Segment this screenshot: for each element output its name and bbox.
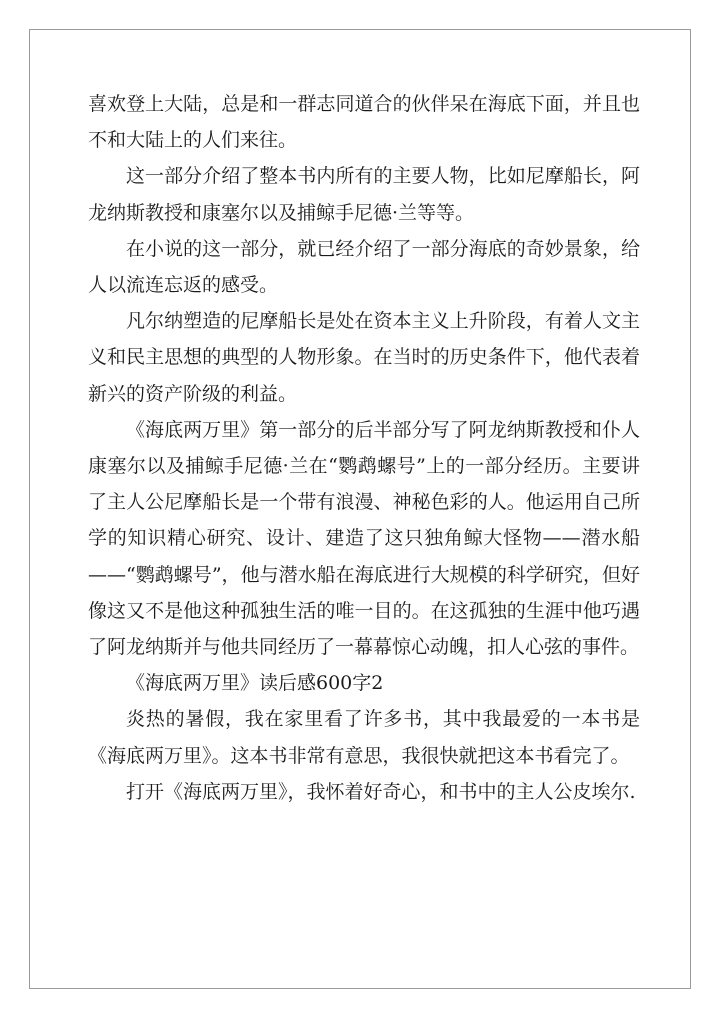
paragraph-opening: 打开《海底两万里》，我怀着好奇心，和书中的主人公皮埃尔. bbox=[126, 780, 636, 803]
section-heading: 《海底两万里》读后感600字2 bbox=[126, 672, 384, 695]
paragraph-characters: 这一部分介绍了整本书内所有的主要人物，比如尼摩船长，阿龙纳斯教授和康塞尔以及捕鲸手尼德·兰等等。 bbox=[88, 165, 640, 224]
paragraph-summer: 炎热的暑假，我在家里看了许多书，其中我最爱的一本书是《海底两万里》。这本书非常有意思，我很快就把这本书看完了。 bbox=[88, 708, 640, 767]
document-body bbox=[88, 86, 640, 810]
paragraph-continuation: 喜欢登上大陆，总是和一群志同道合的伙伴呆在海底下面，并且也不和大陆上的人们来往。 bbox=[88, 93, 640, 152]
paragraph-second-half: 《海底两万里》第一部分的后半部分写了阿龙纳斯教授和仆人康塞尔以及捕鲸手尼德·兰在“鹦鹉螺号”上的一部分经历。主要讲了主人公尼摩船长是一个带有浪漫、神秘色彩的人。他运用自己所学的知识精心研究、设计、建造了这只独角鲸大怪物——潜水船——“鹦鹉螺号”，他与潜水船在海底进行大规模的科学研究，但好像这又不是他这种孤独生活的唯一目的。在这孤独的生涯中他巧遇了阿龙纳斯并与他共同经历了一幕幕惊心动魄，扣人心弦的事件。 bbox=[88, 418, 640, 659]
paragraph-nemo-image: 凡尔纳塑造的尼摩船长是处在资本主义上升阶段，有着人文主义和民主思想的典型的人物形象。在当时的历史条件下，他代表着新兴的资产阶级的利益。 bbox=[88, 310, 640, 405]
paragraph-scenery: 在小说的这一部分，就已经介绍了一部分海底的奇妙景象，给人以流连忘返的感受。 bbox=[88, 237, 640, 297]
